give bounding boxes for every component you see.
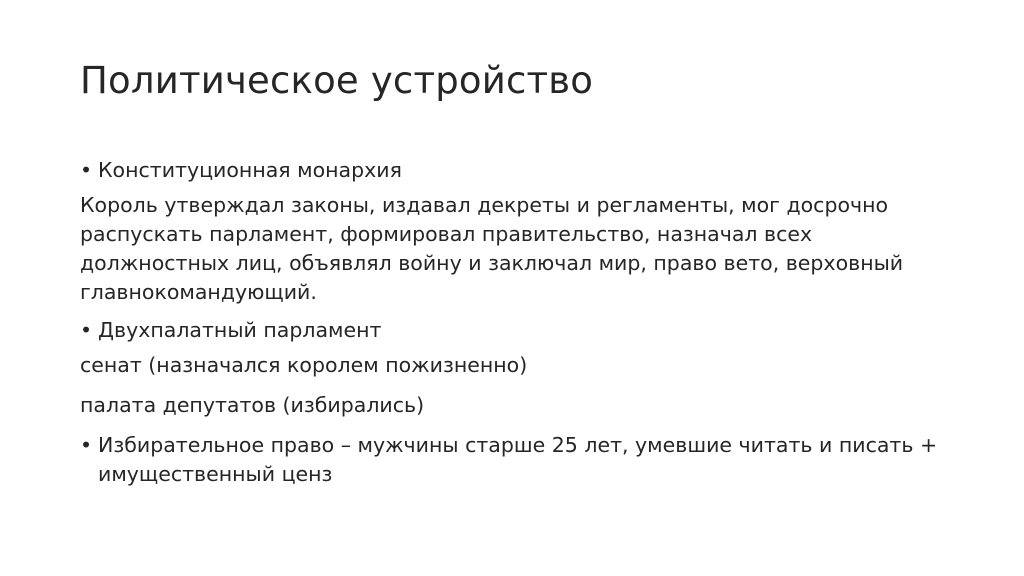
bullet-suffrage: • Избирательное право – мужчины старше 25 лет, умевшие читать и писать + имущественный ценз bbox=[80, 431, 940, 489]
bullet-bicameral-parliament: • Двухпалатный парламент bbox=[80, 316, 940, 345]
bullet-constitutional-monarchy: • Конституционная монархия bbox=[80, 156, 940, 185]
slide-content bbox=[80, 156, 940, 495]
paragraph-king-powers: Король утверждал законы, издавал декреты и регламенты, мог досрочно распускать парламент, формировал правительство, назначал всех должностных лиц, объявлял войну и заключал мир, право вето, верховный главнокомандующий. bbox=[80, 193, 904, 304]
slide-title: Политическое устройство bbox=[80, 59, 594, 102]
paragraph-senate: сенат (назначался королем пожизненно) bbox=[80, 353, 528, 377]
paragraph-chamber-of-deputies: палата депутатов (избирались) bbox=[80, 393, 425, 417]
